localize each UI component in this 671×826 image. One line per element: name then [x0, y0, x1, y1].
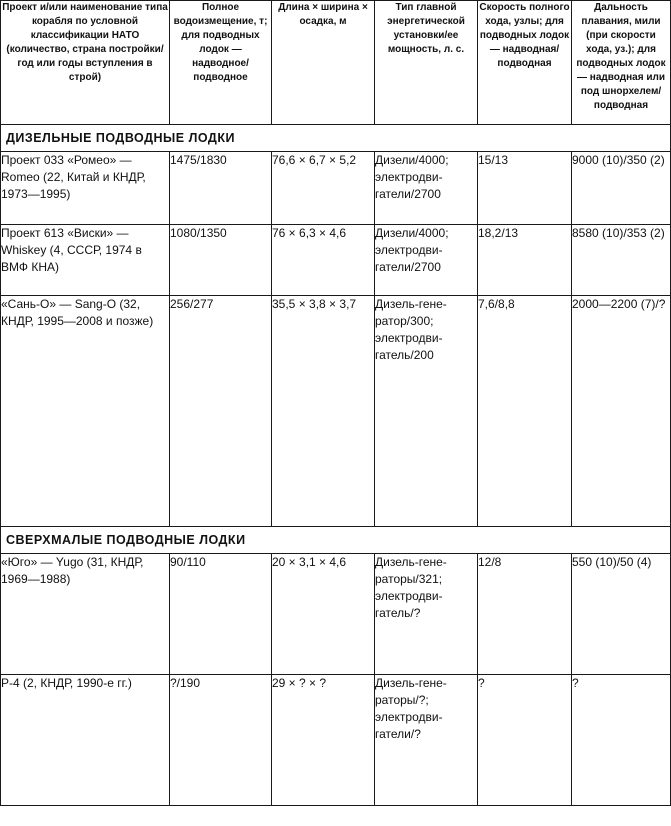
header-project: Проект и/или наименование типа корабля по условной классификации НАТО (количество, страна постройки/ год или годы вступления в строй): [1, 1, 170, 125]
cell-powerplant: Дизели/4000; электродви-гатели/2700: [375, 225, 478, 296]
header-row: [1, 1, 671, 125]
cell-project: Проект 613 «Виски» — Whiskey (4, СССР, 1974 в ВМФ КНА): [1, 225, 170, 296]
table-row: [1, 554, 671, 675]
cell-range: 2000—2200 (7)/?: [572, 296, 671, 527]
cell-speed: 7,6/8,8: [478, 296, 572, 527]
cell-speed: 12/8: [478, 554, 572, 675]
cell-speed: ?: [478, 675, 572, 806]
table-row: [1, 152, 671, 225]
header-powerplant: Тип главной энергетической установки/ее мощность, л. с.: [375, 1, 478, 125]
cell-range: 9000 (10)/350 (2): [572, 152, 671, 225]
header-speed: Скорость полного хода, узлы; для подводных лодок — надводная/ подводная: [478, 1, 572, 125]
cell-dimensions: 35,5 × 3,8 × 3,7: [272, 296, 375, 527]
cell-displacement: 1080/1350: [170, 225, 272, 296]
cell-powerplant: Дизель-гене-ратор/300; электродви-гатель/200: [375, 296, 478, 527]
cell-project: Проект 033 «Ромео» — Romeo (22, Китай и КНДР, 1973—1995): [1, 152, 170, 225]
cell-powerplant: Дизель-гене-раторы/?; электродви-гатели/?: [375, 675, 478, 806]
section-title: ДИЗЕЛЬНЫЕ ПОДВОДНЫЕ ЛОДКИ: [1, 125, 671, 152]
header-displacement: Полное водоизмещение, т; для подводных лодок — надводное/ подводное: [170, 1, 272, 125]
section-midget-submarines: [1, 527, 671, 554]
table-row: [1, 225, 671, 296]
cell-dimensions: 76 × 6,3 × 4,6: [272, 225, 375, 296]
cell-displacement: 1475/1830: [170, 152, 272, 225]
cell-speed: 18,2/13: [478, 225, 572, 296]
cell-displacement: ?/190: [170, 675, 272, 806]
cell-range: ?: [572, 675, 671, 806]
header-range: Дальность плавания, мили (при скорости хода, уз.); для подводных лодок — надводная или под шнорхелем/ подводная: [572, 1, 671, 125]
table-row: [1, 675, 671, 806]
cell-powerplant: Дизели/4000; электродви-гатели/2700: [375, 152, 478, 225]
section-diesel-submarines: [1, 125, 671, 152]
table-row: [1, 296, 671, 527]
cell-powerplant: Дизель-гене-раторы/321; электродви-гатель/?: [375, 554, 478, 675]
cell-project: «Юго» — Yugo (31, КНДР, 1969—1988): [1, 554, 170, 675]
cell-dimensions: 20 × 3,1 × 4,6: [272, 554, 375, 675]
header-dimensions: Длина × ширина × осадка, м: [272, 1, 375, 125]
section-title: СВЕРХМАЛЫЕ ПОДВОДНЫЕ ЛОДКИ: [1, 527, 671, 554]
cell-project: Р-4 (2, КНДР, 1990-е гг.): [1, 675, 170, 806]
cell-speed: 15/13: [478, 152, 572, 225]
cell-range: 8580 (10)/353 (2): [572, 225, 671, 296]
cell-dimensions: 29 × ? × ?: [272, 675, 375, 806]
cell-displacement: 256/277: [170, 296, 272, 527]
cell-displacement: 90/110: [170, 554, 272, 675]
cell-range: 550 (10)/50 (4): [572, 554, 671, 675]
cell-project: «Сань-О» — Sang-O (32, КНДР, 1995—2008 и позже): [1, 296, 170, 527]
cell-dimensions: 76,6 × 6,7 × 5,2: [272, 152, 375, 225]
